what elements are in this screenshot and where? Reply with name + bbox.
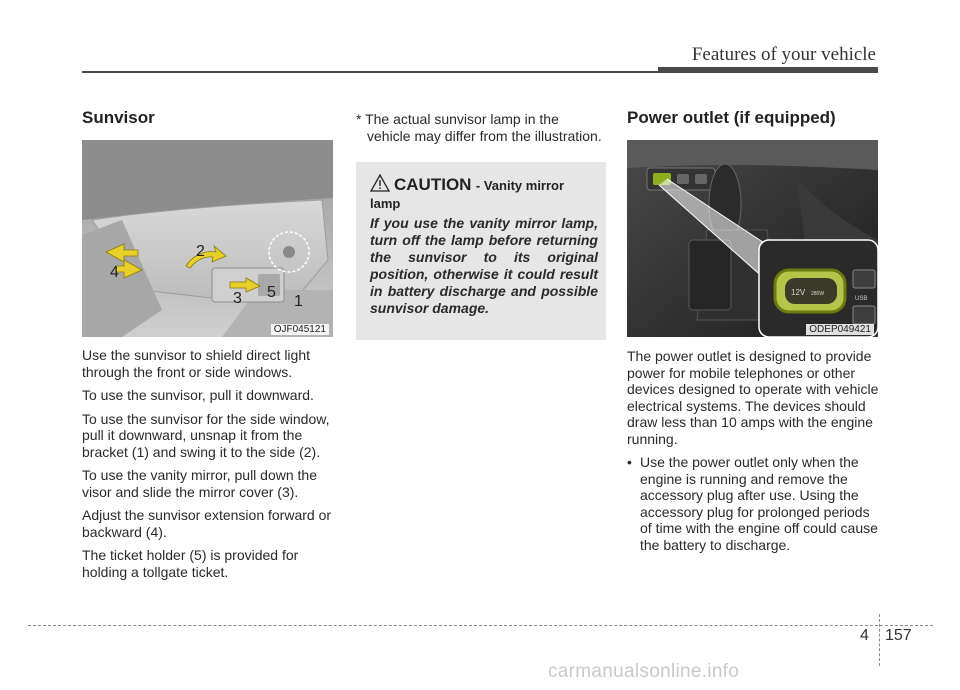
page-number: 157	[885, 627, 912, 644]
paragraph: To use the vanity mirror, pull down the visor and slide the mirror cover (3).	[82, 467, 318, 500]
bullet-list	[627, 454, 879, 553]
callout-3: 3	[233, 290, 242, 307]
footer-rule	[28, 625, 933, 626]
callout-1: 1	[294, 293, 303, 310]
sunvisor-illustration	[82, 140, 333, 337]
power-outlet-heading: Power outlet (if equipped)	[627, 108, 836, 127]
illustration-note: * The actual sunvisor lamp in the vehicle may differ from the illustration.	[356, 111, 602, 144]
figure-code: ODEP049421	[806, 324, 874, 335]
sunvisor-heading: Sunvisor	[82, 108, 155, 127]
paragraph: Use the sunvisor to shield direct light through the front or side windows.	[82, 347, 310, 380]
caution-header	[370, 174, 596, 213]
footer-divider	[879, 614, 880, 666]
outlet-12v-label: 12V	[791, 288, 806, 297]
sunvisor-figure	[82, 140, 333, 337]
caution-subtitle: - Vanity mirror lamp	[370, 178, 565, 211]
callout-4: 4	[110, 264, 119, 281]
warning-triangle-icon	[370, 174, 390, 192]
callout-2: 2	[196, 243, 205, 260]
outlet-rating-label: 280W	[811, 291, 825, 297]
header-rule-accent	[658, 67, 878, 73]
caution-section	[356, 111, 606, 340]
watermark-text: carmanualsonline.info	[548, 661, 740, 682]
usb-label: USB	[855, 296, 868, 302]
power-outlet-figure	[627, 140, 878, 337]
running-header: Features of your vehicle	[691, 44, 876, 65]
caution-text: If you use the vanity mirror lamp, turn off the lamp before returning the sunvisor to its original position, otherwise it could result in battery discharge and possible sunvisor damage.	[370, 215, 598, 316]
paragraph: The power outlet is designed to provide power for mobile telephones or other devices designed to operate with vehicle electrical systems. The devices should draw less than 10 amps with the engine running.	[627, 348, 879, 447]
sunvisor-section	[82, 108, 334, 587]
paragraph: Adjust the sunvisor extension forward or backward (4).	[82, 507, 332, 540]
power-outlet-body	[627, 348, 879, 553]
power-outlet-section	[627, 108, 879, 553]
paragraph: The ticket holder (5) is provided for holding a tollgate ticket.	[82, 547, 299, 580]
figure-code: OJF045121	[271, 324, 329, 335]
callout-5: 5	[267, 284, 276, 301]
power-outlet-illustration	[627, 140, 878, 337]
paragraph: To use the sunvisor, pull it downward.	[82, 387, 314, 403]
caution-title: CAUTION	[394, 175, 472, 194]
sunvisor-body	[82, 347, 334, 580]
caution-box	[356, 162, 606, 340]
paragraph: To use the sunvisor for the side window, pull it downward, unsnap it from the bracket (1) and swing it to the side (2).	[82, 410, 330, 460]
chapter-number: 4	[860, 627, 869, 644]
list-item: • Use the power outlet only when the engine is running and remove the accessory plug after use. Using the accessory plug for prolonged periods of time with the engine off could cause the battery to discharge.	[627, 454, 879, 553]
